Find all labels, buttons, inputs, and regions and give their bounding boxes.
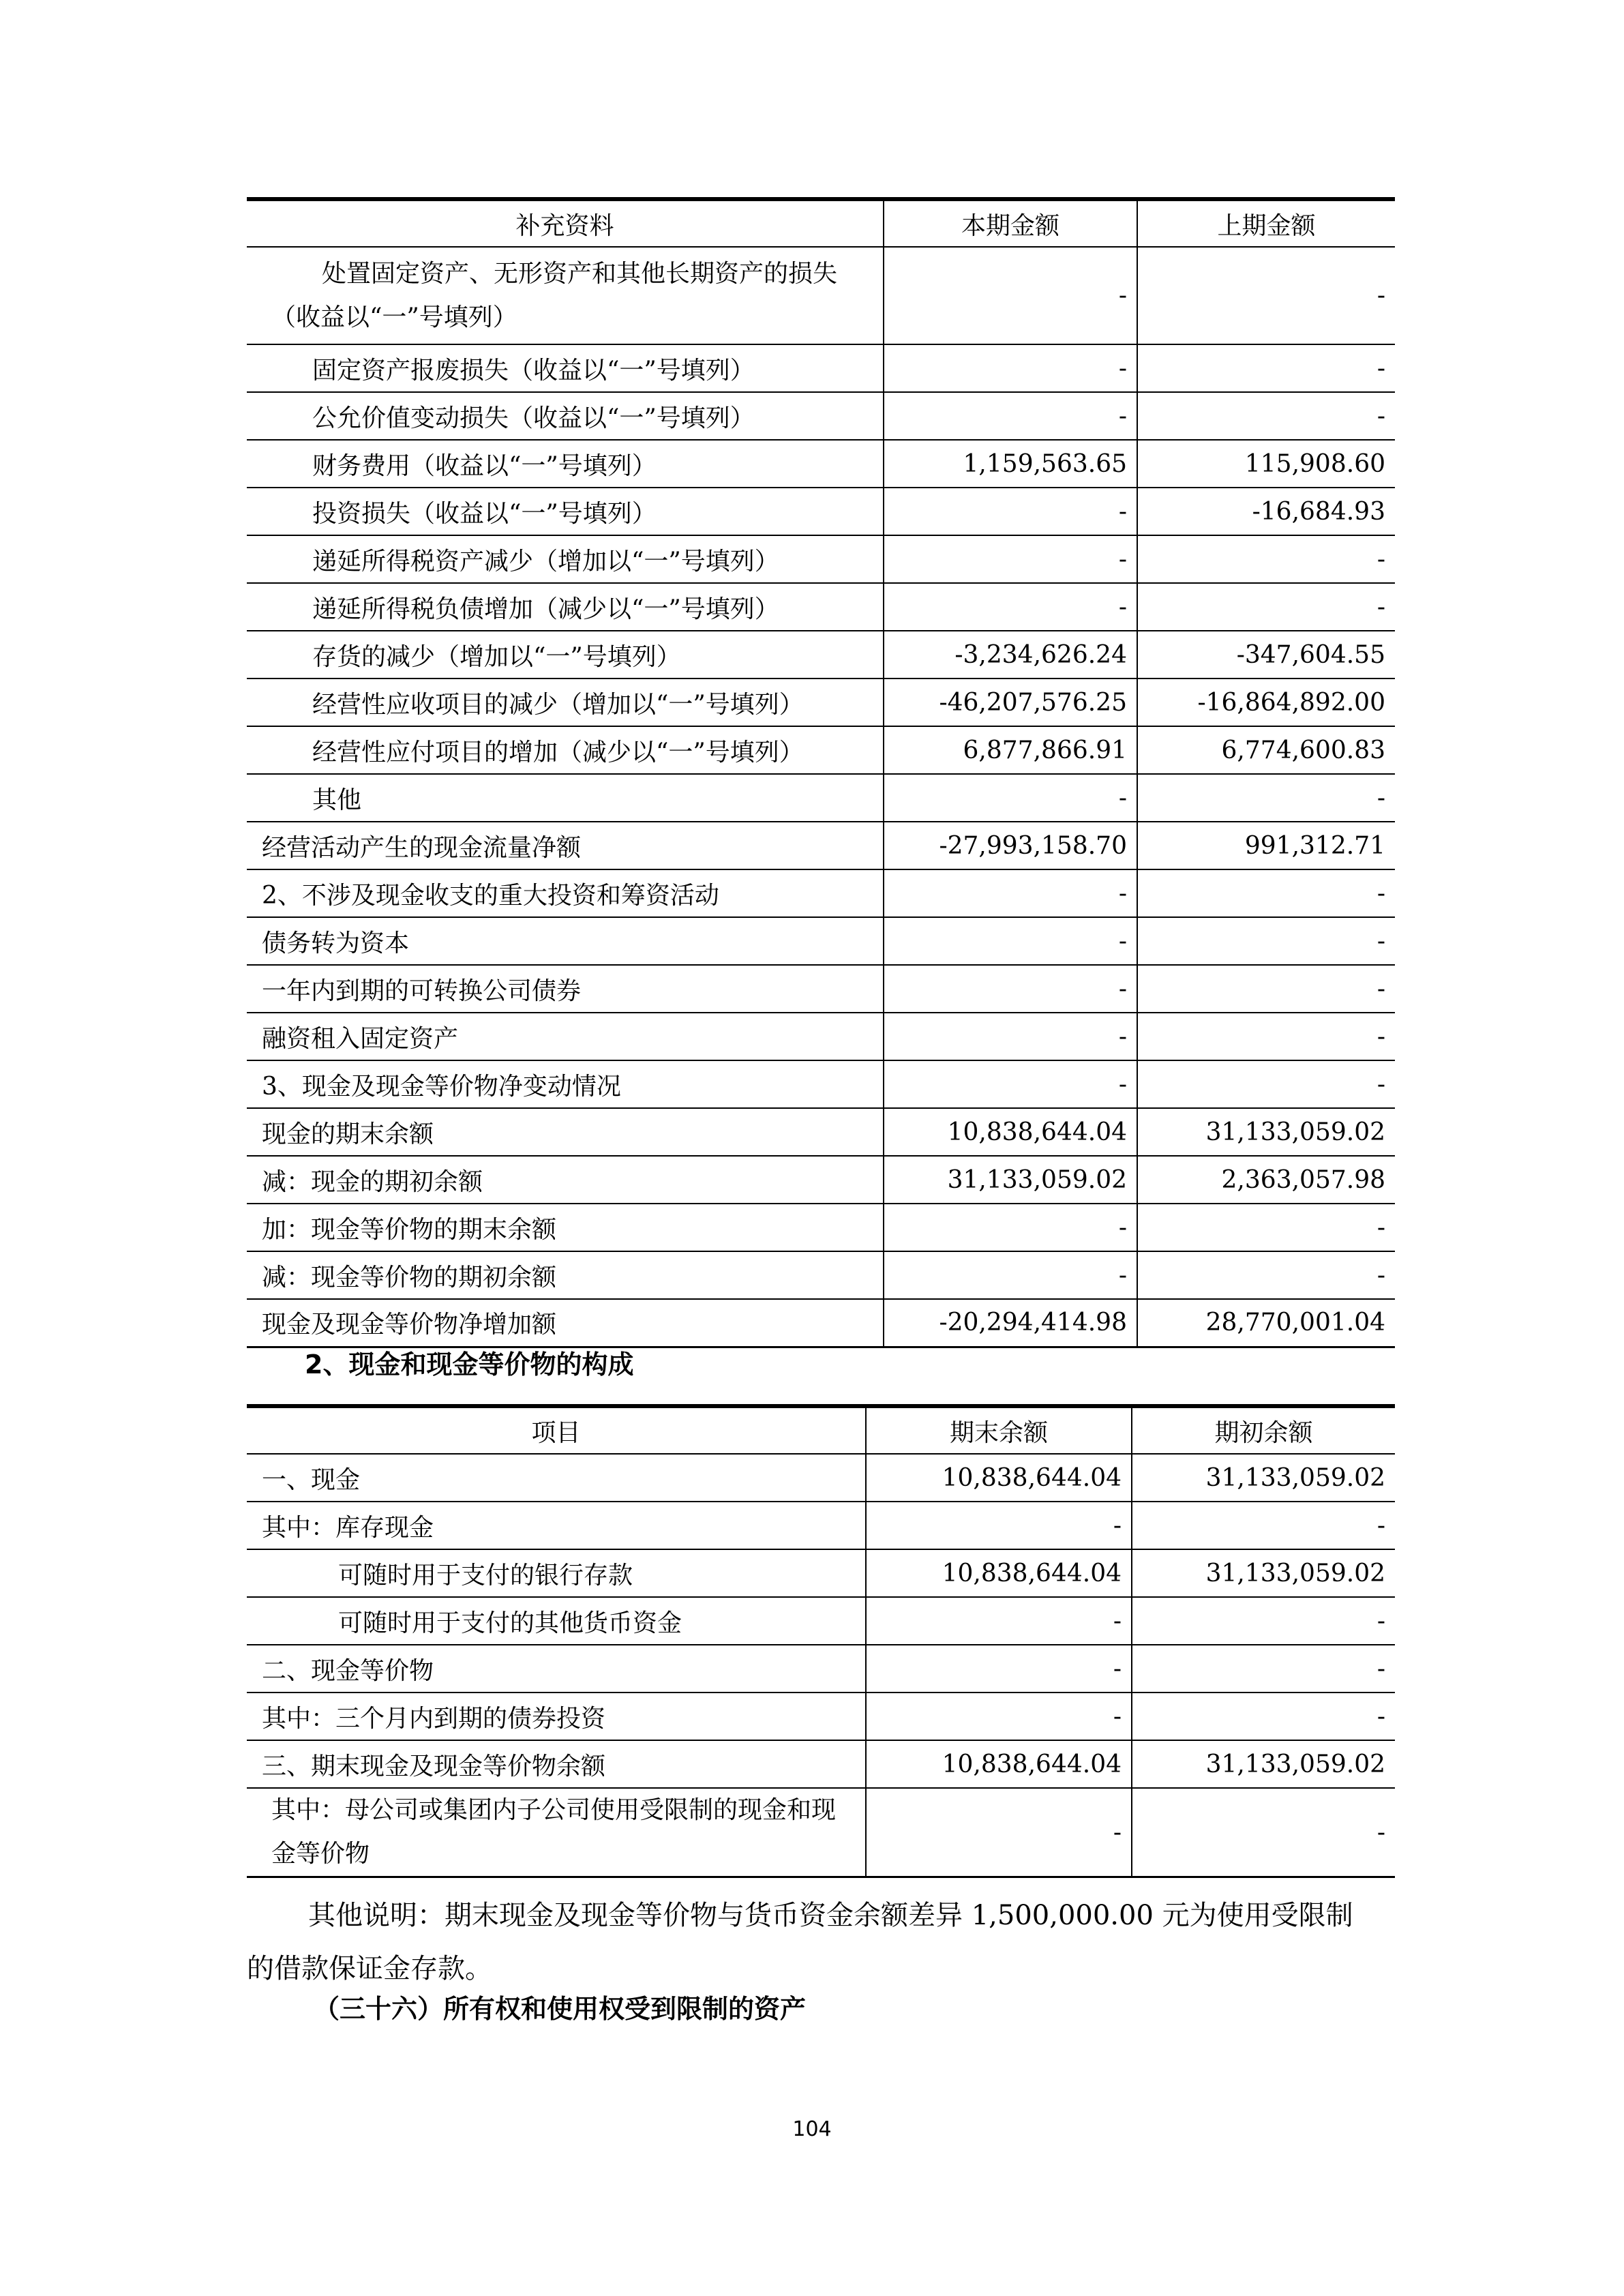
end-balance: 10,838,644.04 (866, 1740, 1132, 1788)
column-header: 期初余额 (1132, 1406, 1395, 1454)
table-row (247, 1060, 1395, 1108)
table-row (247, 1299, 1395, 1347)
table-row (247, 583, 1395, 631)
previous-amount: 2,363,057.98 (1137, 1156, 1395, 1204)
begin-balance: 31,133,059.02 (1132, 1740, 1395, 1788)
previous-amount: - (1137, 917, 1395, 965)
previous-amount: - (1137, 344, 1395, 392)
previous-amount: - (1137, 1013, 1395, 1060)
table-row (247, 917, 1395, 965)
previous-amount: - (1137, 869, 1395, 917)
begin-balance: 31,133,059.02 (1132, 1549, 1395, 1597)
current-amount: 6,877,866.91 (884, 726, 1137, 774)
row-label: 一、现金 (247, 1454, 866, 1502)
table-header-row (247, 1406, 1395, 1454)
previous-amount: - (1137, 247, 1395, 344)
row-label: 其中：库存现金 (247, 1502, 866, 1549)
row-label: 存货的减少（增加以“一”号填列） (247, 631, 884, 679)
row-label: 融资租入固定资产 (247, 1013, 884, 1060)
previous-amount: 28,770,001.04 (1137, 1299, 1395, 1347)
row-label: 经营活动产生的现金流量净额 (247, 822, 884, 869)
row-label: 2、不涉及现金收支的重大投资和筹资活动 (247, 869, 884, 917)
current-amount: -3,234,626.24 (884, 631, 1137, 679)
current-amount: 1,159,563.65 (884, 440, 1137, 488)
table-row (247, 440, 1395, 488)
table-row (247, 1156, 1395, 1204)
row-label: 固定资产报废损失（收益以“一”号填列） (247, 344, 884, 392)
table-row (247, 774, 1395, 822)
table-row (247, 1502, 1395, 1549)
column-header: 项目 (531, 1418, 581, 1447)
section-heading: 2、现金和现金等价物的构成 (305, 1350, 634, 1380)
cash-flow-supplement-table (247, 197, 1395, 1348)
table-header-row (247, 199, 1395, 247)
current-amount: -46,207,576.25 (884, 679, 1137, 726)
previous-amount: - (1137, 1204, 1395, 1251)
current-amount: - (884, 1251, 1137, 1299)
section-heading: （三十六）所有权和使用权受到限制的资产 (314, 1994, 807, 2024)
current-amount: - (884, 344, 1137, 392)
end-balance: - (866, 1788, 1132, 1877)
table-row (247, 1108, 1395, 1156)
previous-amount: -16,684.93 (1137, 488, 1395, 535)
current-amount: 31,133,059.02 (884, 1156, 1137, 1204)
previous-amount: - (1137, 1251, 1395, 1299)
row-label: 现金及现金等价物净增加额 (247, 1299, 884, 1347)
row-label: 其中：母公司或集团内子公司使用受限制的现金和现 金等价物 (247, 1788, 866, 1877)
row-label: 其中：三个月内到期的债券投资 (247, 1693, 866, 1740)
table-row (247, 1549, 1395, 1597)
column-header: 期末余额 (866, 1406, 1132, 1454)
row-label: 现金的期末余额 (247, 1108, 884, 1156)
table-row (247, 247, 1395, 344)
row-label: 减：现金等价物的期初余额 (247, 1251, 884, 1299)
row-label: 3、现金及现金等价物净变动情况 (247, 1060, 884, 1108)
current-amount: - (884, 869, 1137, 917)
table-row (247, 822, 1395, 869)
begin-balance: - (1132, 1788, 1395, 1877)
row-label: 债务转为资本 (247, 917, 884, 965)
previous-amount: -16,864,892.00 (1137, 679, 1395, 726)
current-amount: -27,993,158.70 (884, 822, 1137, 869)
row-label: 加：现金等价物的期末余额 (247, 1204, 884, 1251)
table-row (247, 535, 1395, 583)
current-amount: - (884, 392, 1137, 440)
note-line: 的借款保证金存款。 (247, 1953, 492, 1984)
begin-balance: 31,133,059.02 (1132, 1454, 1395, 1502)
begin-balance: - (1132, 1693, 1395, 1740)
begin-balance: - (1132, 1502, 1395, 1549)
table-row (247, 1013, 1395, 1060)
table-row (247, 1251, 1395, 1299)
row-label: 递延所得税资产减少（增加以“一”号填列） (247, 535, 884, 583)
row-label: 二、现金等价物 (247, 1645, 866, 1693)
current-amount: -20,294,414.98 (884, 1299, 1137, 1347)
current-amount: 10,838,644.04 (884, 1108, 1137, 1156)
row-label: 递延所得税负债增加（减少以“一”号填列） (247, 583, 884, 631)
table-row (247, 488, 1395, 535)
table-row (247, 1204, 1395, 1251)
table-row (247, 679, 1395, 726)
previous-amount: 991,312.71 (1137, 822, 1395, 869)
table-row (247, 1597, 1395, 1645)
current-amount: - (884, 247, 1137, 344)
row-label: 三、期末现金及现金等价物余额 (247, 1740, 866, 1788)
current-amount: - (884, 583, 1137, 631)
page-number: 104 (792, 2117, 832, 2141)
previous-amount: - (1137, 1060, 1395, 1108)
row-label: 投资损失（收益以“一”号填列） (247, 488, 884, 535)
previous-amount: - (1137, 774, 1395, 822)
previous-amount: - (1137, 535, 1395, 583)
end-balance: - (866, 1693, 1132, 1740)
previous-amount: - (1137, 392, 1395, 440)
row-label: 处置固定资产、无形资产和其他长期资产的损失 （收益以“一”号填列） (247, 247, 884, 344)
table-row (247, 344, 1395, 392)
end-balance: - (866, 1597, 1132, 1645)
current-amount: - (884, 1013, 1137, 1060)
table-row (247, 1454, 1395, 1502)
table-row (247, 965, 1395, 1013)
column-header: 补充资料 (515, 211, 614, 240)
note-line: 其他说明：期末现金及现金等价物与货币资金余额差异 1,500,000.00 元为使用受限制 (308, 1900, 1353, 1931)
previous-amount: - (1137, 583, 1395, 631)
previous-amount: 31,133,059.02 (1137, 1108, 1395, 1156)
current-amount: - (884, 1060, 1137, 1108)
row-label: 其他 (247, 774, 884, 822)
table-row (247, 869, 1395, 917)
row-label: 可随时用于支付的其他货币资金 (247, 1597, 866, 1645)
row-label: 可随时用于支付的银行存款 (247, 1549, 866, 1597)
end-balance: - (866, 1502, 1132, 1549)
previous-amount: -347,604.55 (1137, 631, 1395, 679)
cash-equivalents-composition-table (247, 1404, 1395, 1878)
column-header: 上期金额 (1137, 199, 1395, 247)
table-row (247, 1645, 1395, 1693)
table-row (247, 1740, 1395, 1788)
row-label: 经营性应收项目的减少（增加以“一”号填列） (247, 679, 884, 726)
previous-amount: - (1137, 965, 1395, 1013)
end-balance: - (866, 1645, 1132, 1693)
current-amount: - (884, 965, 1137, 1013)
table-row (247, 726, 1395, 774)
row-label: 公允价值变动损失（收益以“一”号填列） (247, 392, 884, 440)
previous-amount: 6,774,600.83 (1137, 726, 1395, 774)
current-amount: - (884, 1204, 1137, 1251)
table-row (247, 1788, 1395, 1877)
other-notes (247, 1889, 1399, 1995)
begin-balance: - (1132, 1645, 1395, 1693)
end-balance: 10,838,644.04 (866, 1454, 1132, 1502)
current-amount: - (884, 917, 1137, 965)
row-label: 财务费用（收益以“一”号填列） (247, 440, 884, 488)
row-label: 减：现金的期初余额 (247, 1156, 884, 1204)
end-balance: 10,838,644.04 (866, 1549, 1132, 1597)
row-label: 一年内到期的可转换公司债券 (247, 965, 884, 1013)
table-row (247, 392, 1395, 440)
begin-balance: - (1132, 1597, 1395, 1645)
row-label: 经营性应付项目的增加（减少以“一”号填列） (247, 726, 884, 774)
current-amount: - (884, 535, 1137, 583)
current-amount: - (884, 488, 1137, 535)
column-header: 本期金额 (884, 199, 1137, 247)
table-row (247, 1693, 1395, 1740)
previous-amount: 115,908.60 (1137, 440, 1395, 488)
table-row (247, 631, 1395, 679)
current-amount: - (884, 774, 1137, 822)
